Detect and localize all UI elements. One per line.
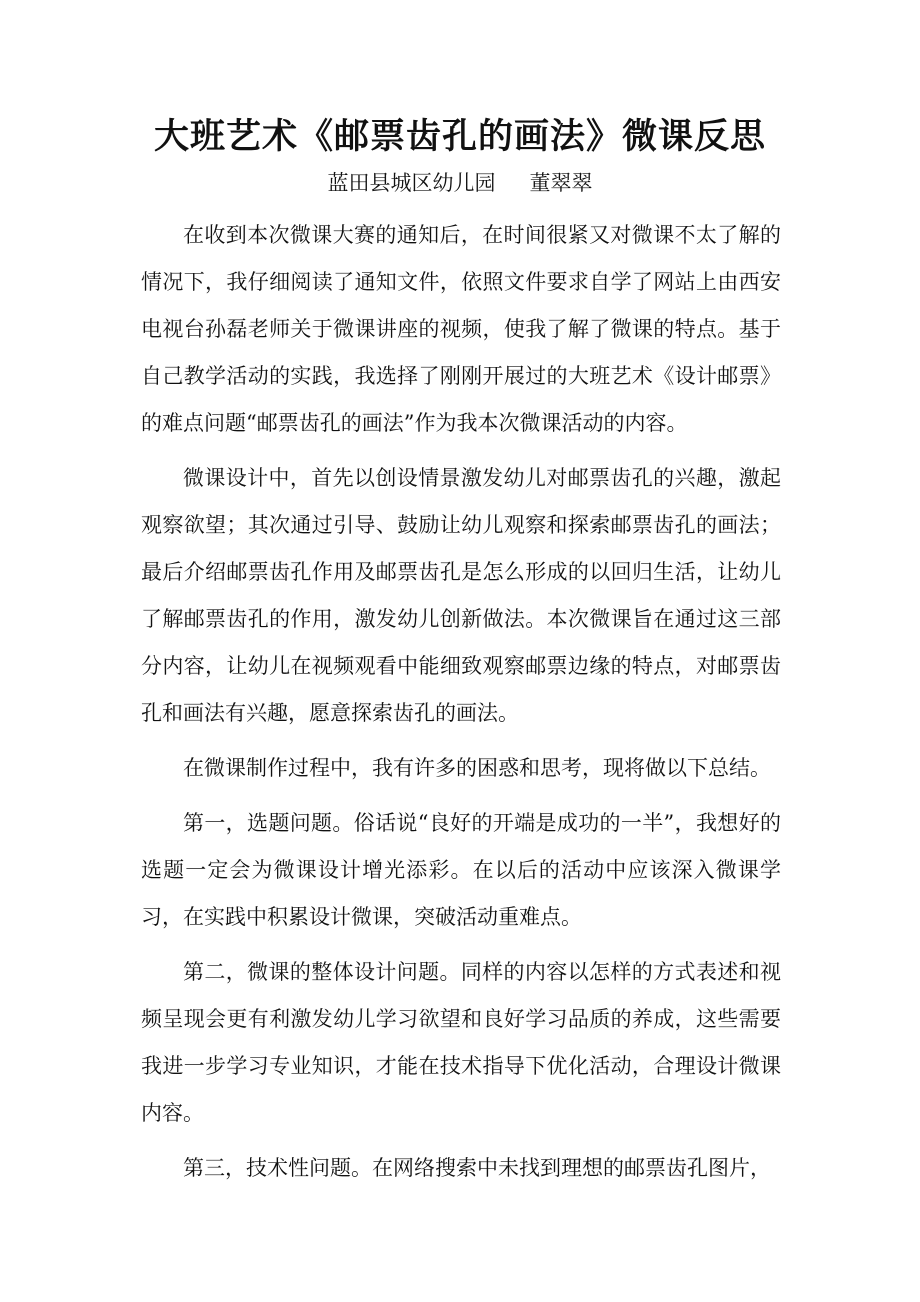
paragraph-point-two: 第二，微课的整体设计问题。同样的内容以怎样的方式表述和视频呈现会更有利激发幼儿学习欲望和良好学习品质的养成，这些需要我进一步学习专业知识，才能在技术指导下优化活动，合理设计微课内容。 (141, 960, 781, 1125)
document-body (141, 212, 781, 1192)
document-title: 大班艺术《邮票齿孔的画法》微课反思 (153, 116, 766, 157)
paragraph-design: 微课设计中，首先以创设情景激发幼儿对邮票齿孔的兴趣，激起观察欲望；其次通过引导、鼓励让幼儿观察和探索邮票齿孔的画法；最后介绍邮票齿孔作用及邮票齿孔是怎么形成的以回归生活，让幼儿了解邮票齿孔的作用，激发幼儿创新做法。本次微课旨在通过这三部分内容，让幼儿在视频观看中能细致观察邮票边缘的特点，对邮票齿孔和画法有兴趣，愿意探索齿孔的画法。 (141, 466, 781, 725)
paragraph-summary-intro: 在微课制作过程中，我有许多的困惑和思考，现将做以下总结。 (183, 756, 771, 780)
author-name: 董翠翠 (529, 171, 593, 195)
paragraph-point-one: 第一，选题问题。俗话说“良好的开端是成功的一半”，我想好的选题一定会为微课设计增光添彩。在以后的活动中应该深入微课学习，在实践中积累设计微课，突破活动重难点。 (141, 811, 781, 929)
byline (0, 167, 920, 199)
paragraph-intro: 在收到本次微课大赛的通知后，在时间很紧又对微课不太了解的情况下，我仔细阅读了通知文件，依照文件要求自学了网站上由西安电视台孙磊老师关于微课讲座的视频，使我了解了微课的特点。基于自己教学活动的实践，我选择了刚刚开展过的大班艺术《设计邮票》的难点问题“邮票齿孔的画法”作为我本次微课活动的内容。 (141, 223, 781, 435)
school-name: 蓝田县城区幼儿园 (327, 171, 496, 195)
paragraph-point-three: 第三，技术性问题。在网络搜索中未找到理想的邮票齿孔图片， (183, 1156, 771, 1180)
